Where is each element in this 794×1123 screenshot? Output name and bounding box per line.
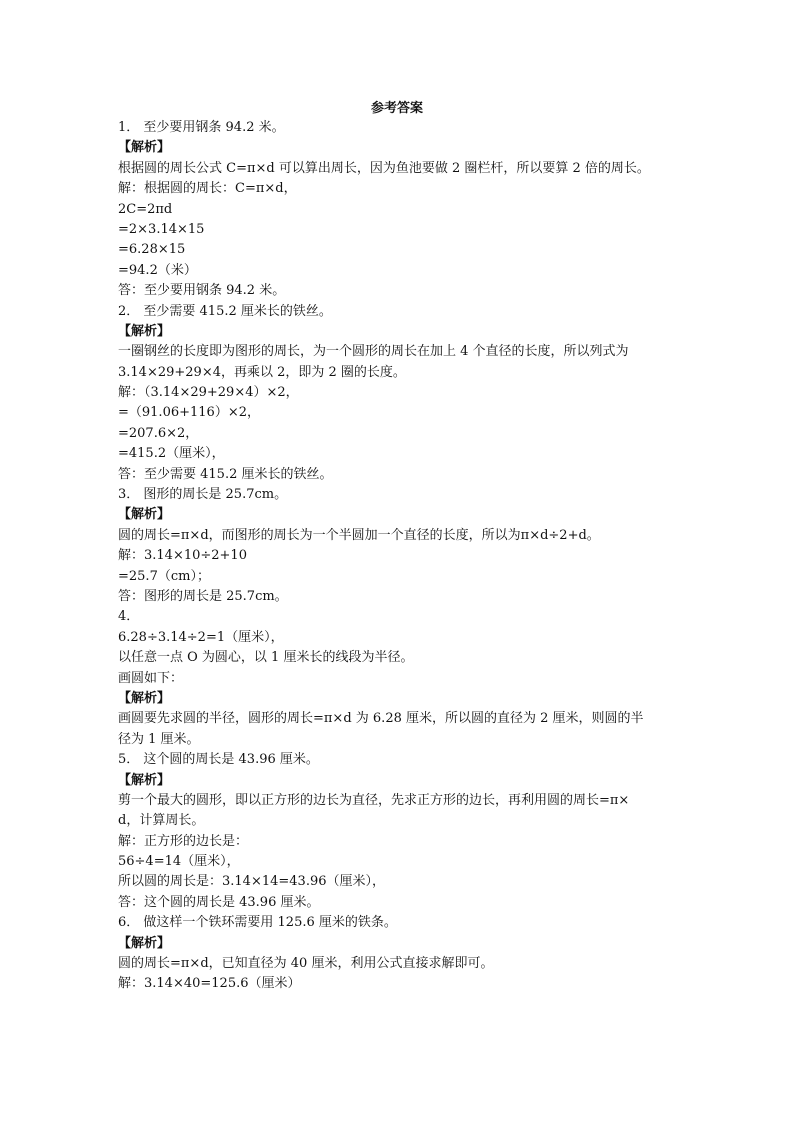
text-line: 解：3.14×10÷2+10 — [118, 548, 247, 564]
text-line: 解：3.14×40=125.6（厘米） — [118, 976, 301, 992]
text-line: 56÷4=14（厘米）， — [118, 854, 240, 870]
text-line: 6.28÷3.14÷2=1（厘米）， — [118, 629, 284, 645]
text-line: 径为 1 厘米。 — [118, 731, 200, 747]
text-line: 5． 这个圆的周长是 43.96 厘米。 — [118, 752, 319, 768]
text-line: =（91.06+116）×2， — [118, 405, 260, 421]
text-line: 剪一个最大的圆形，即以正方形的边长为直径，先求正方形的边长，再利用圆的周长=π× — [118, 792, 630, 808]
text-line: 答：至少要用钢条 94.2 米。 — [118, 283, 286, 299]
text-line: 一圈钢丝的长度即为图形的周长，为一个圆形的周长在加上 4 个直径的长度，所以列式为 — [118, 344, 629, 360]
text-line: 解：正方形的边长是： — [118, 833, 249, 849]
text-line: 2C=2πd — [118, 201, 173, 217]
text-line: 圆的周长=π×d，已知直径为 40 厘米，利用公式直接求解即可。 — [118, 956, 494, 972]
analysis-heading: 【解析】 — [118, 507, 171, 523]
text-line: 4． — [118, 609, 140, 625]
text-line: =25.7（cm）； — [118, 568, 210, 584]
text-line: 根据圆的周长公式 C=π×d 可以算出周长，因为鱼池要做 2 圈栏杆，所以要算 2 倍的周长。 — [118, 160, 650, 176]
analysis-heading: 【解析】 — [118, 690, 171, 706]
analysis-heading: 【解析】 — [118, 935, 171, 951]
text-line: =2×3.14×15 — [118, 221, 205, 237]
analysis-heading: 【解析】 — [118, 323, 171, 339]
text-line: 解：（3.14×29+29×4）×2， — [118, 385, 299, 401]
text-line: =415.2（厘米）， — [118, 446, 225, 462]
text-line: =94.2（米） — [118, 262, 197, 278]
answer-content — [118, 118, 686, 995]
text-line: 以任意一点 O 为圆心，以 1 厘米长的线段为半径。 — [118, 650, 414, 666]
text-line: d，计算周长。 — [118, 813, 205, 829]
analysis-heading: 【解析】 — [118, 772, 171, 788]
text-line: =6.28×15 — [118, 242, 186, 258]
text-line: 圆的周长=π×d，而图形的周长为一个半圆加一个直径的长度，所以为π×d÷2+d。 — [118, 527, 600, 543]
text-line: 3.14×29+29×4，再乘以 2，即为 2 圈的长度。 — [118, 364, 406, 380]
text-line: =207.6×2， — [118, 425, 199, 441]
text-line: 6． 做这样一个铁环需要用 125.6 厘米的铁条。 — [118, 915, 397, 931]
text-line: 1． 至少要用钢条 94.2 米。 — [118, 120, 285, 135]
text-line: 2． 至少需要 415.2 厘米长的铁丝。 — [118, 303, 332, 319]
text-line: 所以圆的周长是：3.14×14=43.96（厘米）， — [118, 874, 385, 890]
page-title: 参考答案 — [370, 101, 423, 116]
text-line: 答：这个圆的周长是 43.96 厘米。 — [118, 894, 320, 910]
text-line: 答：图形的周长是 25.7cm。 — [118, 588, 288, 604]
analysis-heading: 【解析】 — [118, 140, 171, 156]
text-line: 画圆如下： — [118, 670, 184, 686]
text-line: 答：至少需要 415.2 厘米长的铁丝。 — [118, 466, 333, 482]
text-line: 解：根据圆的周长：C=π×d， — [118, 181, 297, 197]
text-line: 画圆要先求圆的半径，圆形的周长=π×d 为 6.28 厘米，所以圆的直径为 2 厘米，则圆的半 — [118, 711, 644, 727]
text-line: 3． 图形的周长是 25.7cm。 — [118, 487, 288, 503]
